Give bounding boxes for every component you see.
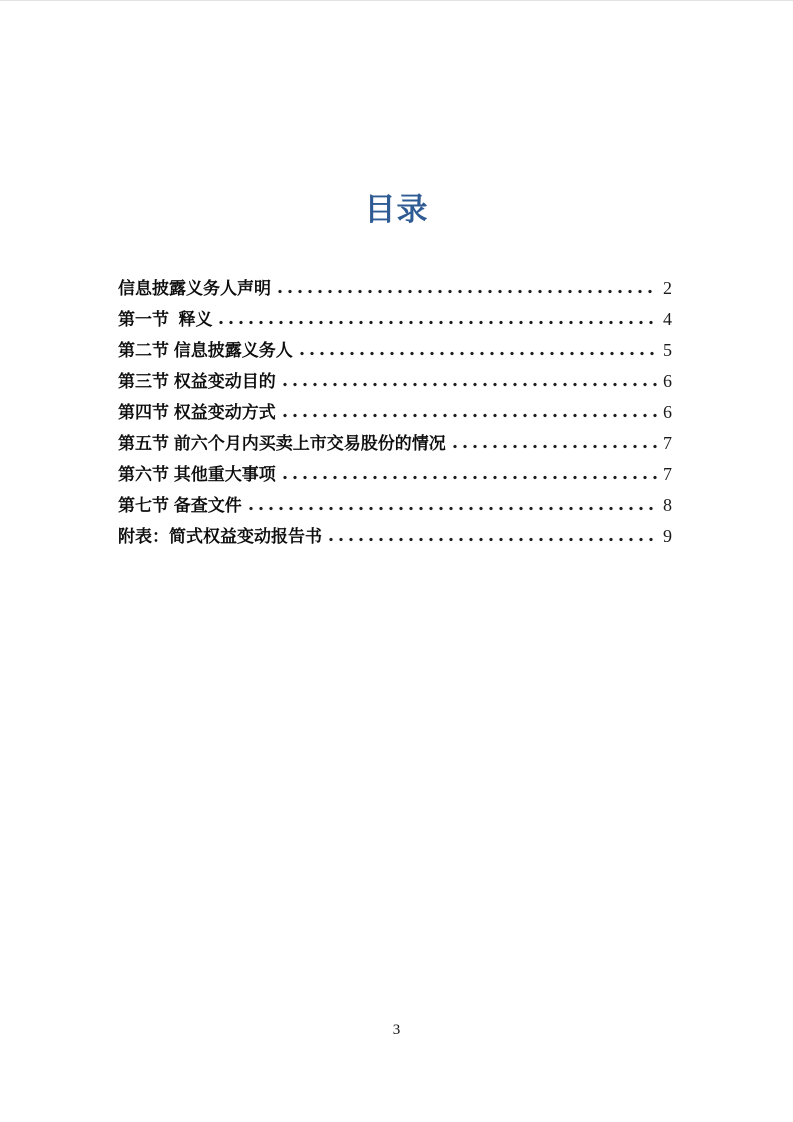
dot-leader (283, 475, 658, 480)
toc-entry-page-number: 4 (663, 309, 672, 329)
toc-entry-label: 信息披露义务人声明 (118, 279, 271, 298)
toc-entry-label: 第四节 权益变动方式 (118, 403, 276, 422)
toc-entry-label: 第一节 释义 (118, 310, 213, 329)
toc-entry-page-number: 9 (663, 526, 672, 546)
dot-leader (283, 413, 658, 418)
toc-entry[interactable] (118, 335, 672, 366)
toc-entry[interactable] (118, 304, 672, 335)
dot-leader (329, 537, 658, 542)
dot-leader (283, 382, 658, 387)
footer-page-number: 3 (392, 1022, 401, 1038)
dot-leader (453, 444, 658, 449)
toc-entry[interactable] (118, 459, 672, 490)
toc-entry-page-number: 5 (663, 340, 672, 360)
toc-entry[interactable] (118, 273, 672, 304)
toc-entry-label: 第三节 权益变动目的 (118, 372, 276, 391)
toc-entry-label: 第六节 其他重大事项 (118, 465, 276, 484)
toc-entry-page-number: 6 (663, 371, 672, 391)
toc-entry-label: 第二节 信息披露义务人 (118, 341, 293, 360)
toc-entry-label: 附表：简式权益变动报告书 (118, 527, 322, 546)
dot-leader (278, 289, 658, 294)
toc-entry-label: 第五节 前六个月内买卖上市交易股份的情况 (118, 434, 446, 453)
toc-entry[interactable] (118, 490, 672, 521)
toc-list (118, 273, 672, 552)
page-title: 目录 (364, 192, 429, 227)
dot-leader (249, 506, 658, 511)
toc-entry-label: 第七节 备查文件 (118, 496, 242, 515)
toc-entry[interactable] (118, 366, 672, 397)
dot-leader (300, 351, 658, 356)
toc-entry-page-number: 7 (663, 464, 672, 484)
toc-entry-page-number: 8 (663, 495, 672, 515)
toc-entry[interactable] (118, 428, 672, 459)
toc-entry[interactable] (118, 397, 672, 428)
toc-entry[interactable] (118, 521, 672, 552)
toc-entry-page-number: 7 (663, 433, 672, 453)
page-top-border (0, 0, 793, 1)
toc-entry-page-number: 6 (663, 402, 672, 422)
dot-leader (219, 320, 658, 325)
toc-entry-page-number: 2 (663, 278, 672, 298)
